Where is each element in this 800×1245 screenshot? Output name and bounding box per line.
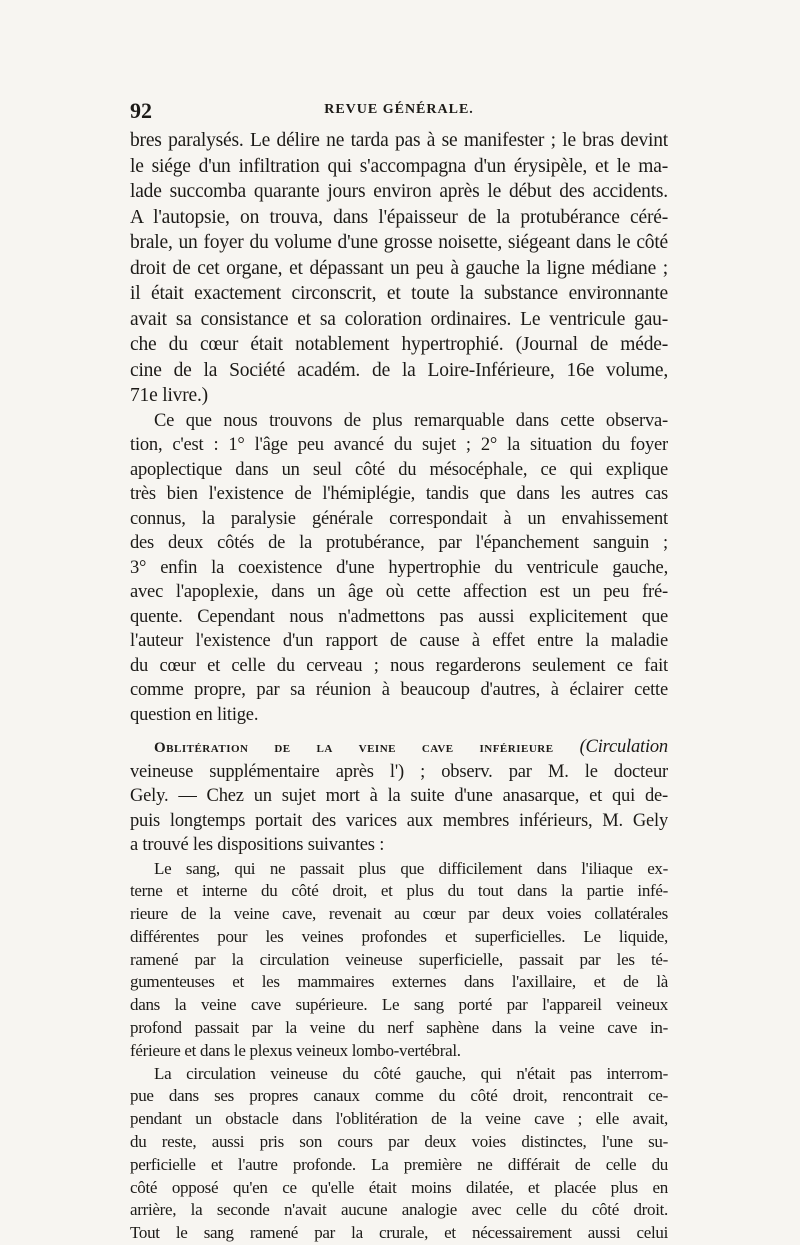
body-text — [130, 128, 668, 1245]
heading-italic: (Circulation — [580, 737, 668, 757]
paragraph-commentary — [130, 409, 668, 728]
text-line: férieure et dans le plexus veineux lombo-vertébral. — [130, 1040, 668, 1063]
text-line: gumenteuses et les mammaires externes dans l'axillaire, et de là — [130, 971, 668, 994]
text-line: che du cœur était notablement hypertrophié. (Journal de méde- — [130, 332, 668, 358]
text-line: ramené par la circulation veineuse superficielle, passait par les té- — [130, 949, 668, 972]
text-line: des deux côtés de la protubérance, par l'épanchement sanguin ; — [130, 531, 668, 556]
text-line: l'auteur l'existence d'un rapport de cause à effet entre la maladie — [130, 629, 668, 654]
text-line: dans la veine cave supérieure. Le sang porté par l'appareil veineux — [130, 994, 668, 1017]
text-line: du reste, aussi pris son cours par deux voies distinctes, l'une su- — [130, 1131, 668, 1154]
page-number: 92 — [130, 98, 152, 124]
section-heading-line — [130, 735, 668, 760]
text-line: Tout le sang ramené par la crurale, et nécessairement aussi celui — [130, 1222, 668, 1245]
text-line: question en litige. — [130, 703, 668, 728]
text-line: veineuse supplémentaire après l') ; observ. par M. le docteur — [130, 760, 668, 785]
text-line: très bien l'existence de l'hémiplégie, tandis que dans les autres cas — [130, 482, 668, 507]
text-line: arrière, la seconde n'avait aucune analogie avec celle du côté droit. — [130, 1199, 668, 1222]
text-line: Le sang, qui ne passait plus que difficilement dans l'iliaque ex- — [130, 858, 668, 881]
text-line: tion, c'est : 1° l'âge peu avancé du sujet ; 2° la situation du foyer — [130, 433, 668, 458]
text-line: il était exactement circonscrit, et toute la substance environnante — [130, 281, 668, 307]
paragraph-autopsy — [130, 128, 668, 409]
running-title: REVUE GÉNÉRALE. — [130, 102, 668, 118]
paragraph-section-intro — [130, 735, 668, 858]
text-line: du cœur et celle du cerveau ; nous regarderons seulement ce fait — [130, 654, 668, 679]
text-line: a trouvé les dispositions suivantes : — [130, 833, 668, 858]
text-line: avec l'apoplexie, dans un âge où cette affection est un peu fré- — [130, 580, 668, 605]
paragraph-circulation — [130, 858, 668, 1245]
text-line: terne et interne du côté droit, et plus du tout dans la partie infé- — [130, 880, 668, 903]
text-line: lade succomba quarante jours environ après le début des accidents. — [130, 179, 668, 205]
text-line: rieure de la veine cave, revenait au cœur par deux voies collatérales — [130, 903, 668, 926]
text-line: quente. Cependant nous n'admettons pas aussi explicitement que — [130, 605, 668, 630]
text-line: brale, un foyer du volume d'une grosse noisette, siégeant dans le côté — [130, 230, 668, 256]
text-line: bres paralysés. Le délire ne tarda pas à se manifester ; le bras devint — [130, 128, 668, 154]
text-line: droit de cet organe, et dépassant un peu à gauche la ligne médiane ; — [130, 256, 668, 282]
text-line: avait sa consistance et sa coloration ordinaires. Le ventricule gau- — [130, 307, 668, 333]
page-header — [130, 98, 668, 120]
text-line: La circulation veineuse du côté gauche, qui n'était pas interrom- — [130, 1063, 668, 1086]
text-line: Ce que nous trouvons de plus remarquable dans cette observa- — [130, 409, 668, 434]
text-line: différentes pour les veines profondes et superficielles. Le liquide, — [130, 926, 668, 949]
text-line: 71e livre.) — [130, 383, 668, 409]
text-line: Gely. — Chez un sujet mort à la suite d'une anasarque, et qui de- — [130, 784, 668, 809]
text-line: comme propre, par sa réunion à beaucoup d'autres, à éclairer cette — [130, 678, 668, 703]
text-line: puis longtemps portait des varices aux membres inférieurs, M. Gely — [130, 809, 668, 834]
text-line: connus, la paralysie générale correspondait à un envahissement — [130, 507, 668, 532]
text-line: perficielle et l'autre profonde. La première ne différait de celle du — [130, 1154, 668, 1177]
text-line: apoplectique dans un seul côté du mésocéphale, ce qui explique — [130, 458, 668, 483]
text-line: 3° enfin la coexistence d'une hypertrophie du ventricule gauche, — [130, 556, 668, 581]
text-line: A l'autopsie, on trouva, dans l'épaisseur de la protubérance céré- — [130, 205, 668, 231]
text-line: profond passait par la veine du nerf saphène dans la veine cave in- — [130, 1017, 668, 1040]
section-heading: Oblitération de la veine cave inférieure — [154, 740, 554, 756]
text-line: côté opposé qu'en ce qu'elle était moins dilatée, et placée plus en — [130, 1177, 668, 1200]
text-line: pue dans ses propres canaux comme du côté droit, rencontrait ce- — [130, 1085, 668, 1108]
text-line: pendant un obstacle dans l'oblitération de la veine cave ; elle avait, — [130, 1108, 668, 1131]
text-line: le siége d'un infiltration qui s'accompagna d'un érysipèle, et le ma- — [130, 154, 668, 180]
text-line: cine de la Société académ. de la Loire-Inférieure, 16e volume, — [130, 358, 668, 384]
